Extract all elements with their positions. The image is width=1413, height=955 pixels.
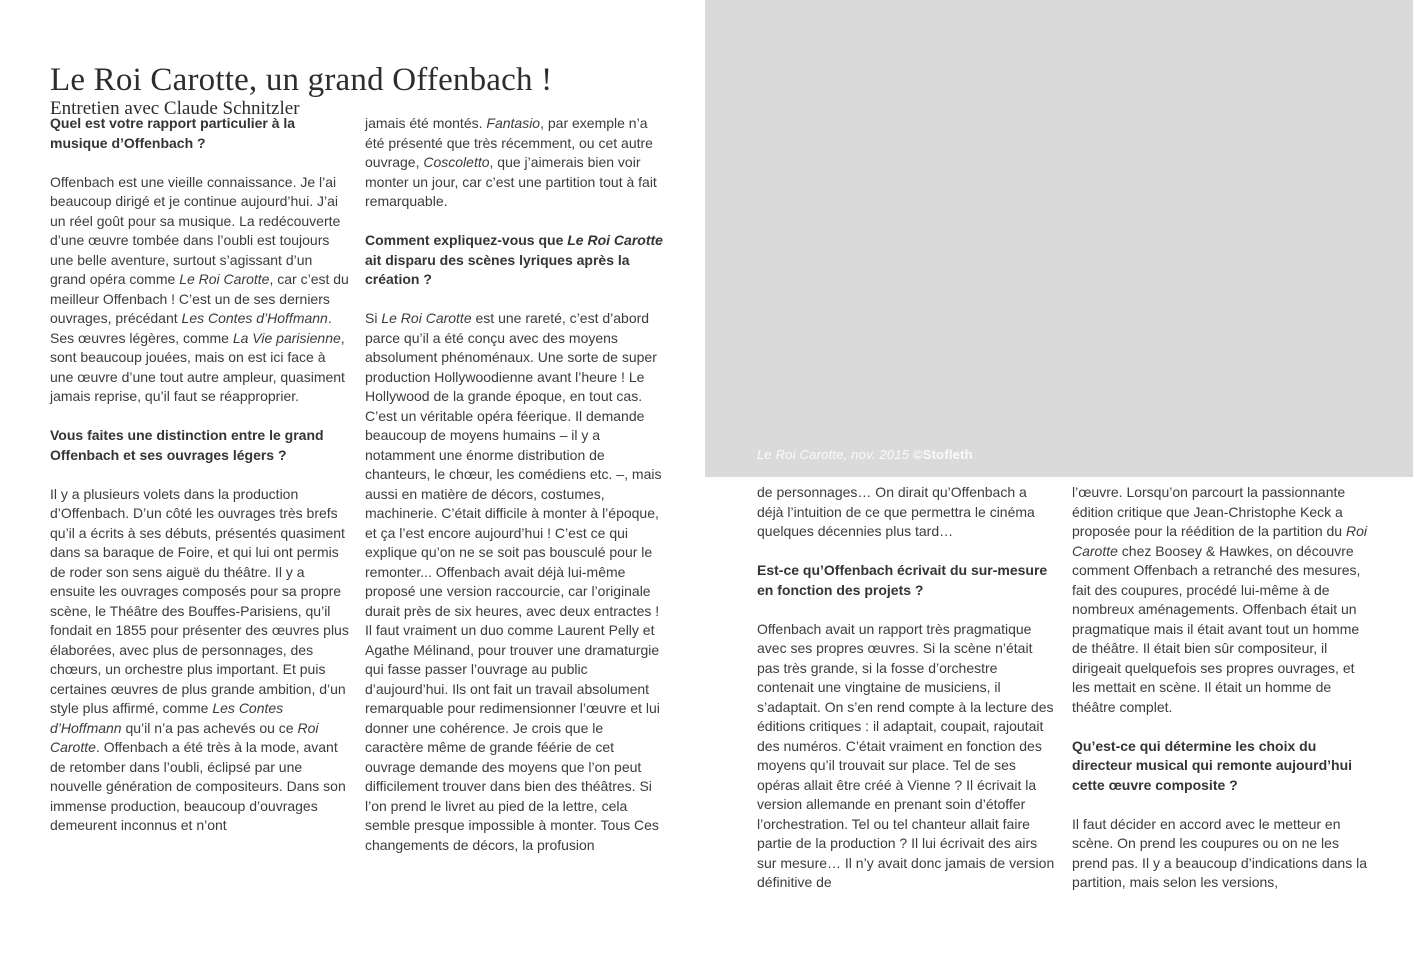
interview-answer: Il y a plusieurs volets dans la production d’Offenbach. D’un côté les ouvrages très brefs qu’il a écrits à ses débuts, présentés quasiment dans sa baraque de Foire, et qui lui ont permis de roder son sens aiguë du théâtre. Il y a ensuite les ouvrages composés pour sa propre scène, le Théâtre des Bouffes-Parisiens, qu’il fondait en 1855 pour présenter des œuvres plus élaborées, avec plus de personnages, des chœurs, un orchestre plus important. Et puis certaines œuvres de plus grande ambition, d’un style plus affirmé, comme Les Contes d’Hoffmann qu’il n’a pas achevés ou ce Roi Carotte. Offenbach a été très à la mode, avant de retomber dans l’oubli, éclipsé par une nouvelle génération de compositeurs. Dans son immense production, beaucoup d’ouvrages demeurent inconnus et n’ont [50,485,349,833]
interview-answer: de personnages… On dirait qu’Offenbach a déjà l’intuition de ce que permettra le cinéma quelques décennies plus tard… [757,484,1035,539]
interview-answer: l’œuvre. Lorsqu’on parcourt la passionnante édition critique que Jean-Christophe Keck a proposée pour la réédition de la partition du Roi Carotte chez Boosey & Hawkes, on découvre comment Offenbach a retranché des mesures, fait des coupures, procédé lui-même à de nombreux aménagements. Offenbach était un pragmatique mais il était avant tout un homme de théâtre. Il était bien sûr compositeur, il dirigeait quelquefois ses propres ouvrages, et les mettait en scène. Il était un homme de théâtre complet. [1072,484,1367,715]
interview-question: Qu’est-ce qui détermine les choix du directeur musical qui remonte aujourd’hui cette œuvre composite ? [1072,737,1353,793]
photo-caption: Le Roi Carotte, nov. 2015 ©Stofleth [757,447,973,462]
interview-question: Comment expliquez-vous que Le Roi Carotte ait disparu des scènes lyriques après la création ? [365,232,663,287]
interview-answer: Il faut décider en accord avec le metteur en scène. On prend les coupures ou on ne les prend pas. Il y a beaucoup d’indications dans la partition, mais selon les versions, [1072,815,1367,890]
text-column-4 [1072,483,1372,912]
interview-answer: Offenbach avait un rapport très pragmatique avec ses propres œuvres. Si la scène n’était pas très grande, si la fosse d’orchestre contenait une vingtaine de musiciens, il s’adaptait. On s’en rend compte à la lecture des éditions critiques : il adaptait, coupait, rajoutait des numéros. C’était vraiment en fonction des moyens qu’il trouvait sur place. Tel de ses opéras allait être créé à Vienne ? Il écrivait la version allemande en prenant soin d’étoffer l’orchestration. Tel ou tel chanteur allait faire partie de la production ? Il lui écrivait des airs sur mesure… Il n’y avait donc jamais de version définitive de [757,620,1055,890]
text-column-3 [757,483,1057,912]
interview-question: Quel est votre rapport particulier à la musique d’Offenbach ? [50,115,296,151]
production-photo-placeholder [705,0,1413,477]
text-column-1 [50,114,350,855]
interview-answer: Offenbach est une vieille connaissance. Je l’ai beaucoup dirigé et je continue aujourd’hui. J’ai un réel goût pour sa musique. La redécouverte d’une œuvre tombée dans l’oubli est toujours une belle aventure, surtout s’agissant d’un grand opéra comme Le Roi Carotte, car c’est du meilleur Offenbach ! C’est un de ses derniers ouvrages, précédant Les Contes d’Hoffmann. Ses œuvres légères, comme La Vie parisienne, sont beaucoup jouées, mais on est ici face à une œuvre d’une tout autre ampleur, quasiment jamais reprise, qu’il faut se réapproprier. [50,173,349,404]
interview-answer: Si Le Roi Carotte est une rareté, c’est d’abord parce qu’il a été conçu avec des moyens absolument phénoménaux. Une sorte de super production Hollywoodienne avant l’heure ! Le Hollywood de la grande époque, en tout cas. C’est un véritable opéra féerique. Il demande beaucoup de moyens humains – il y a notamment une énorme distribution de chanteurs, le chœur, les comédiens etc. –, mais aussi en matière de décors, costumes, machinerie. C’était difficile à monter à l’époque, et ça l’est encore aujourd’hui ! C’est ce qui explique qu’on ne se soit pas bousculé pour le remonter... Offenbach avait déjà lui-même proposé une version raccourcie, car l’originale durait près de six heures, avec deux entractes ! Il faut vraiment un duo comme Laurent Pelly et Agathe Mélinand, pour trouver une dramaturgie qui fasse passer l’ouvrage au public d’aujourd’hui. Ils ont fait un travail absolument remarquable pour redimensionner l’œuvre et lui donner une cohérence. Je crois que le caractère même de grande féérie de cet ouvrage demande des moyens que l’on peut difficilement trouver dans bien des théâtres. Si l’on prend le livret au pied de la lettre, cela semble presque impossible à monter. Tous Ces changements de décors, la profusion [365,310,662,853]
text-column-2 [365,114,665,875]
article-title: Le Roi Carotte, un grand Offenbach ! [50,62,553,99]
interview-answer: jamais été montés. Fantasio, par exemple n’a été présenté que très récemment, ou cet autre ouvrage, Coscoletto, que j’aimerais bien voir monter un jour, car c’est une partition tout à fait remarquable. [365,115,657,209]
interview-question: Vous faites une distinction entre le grand Offenbach et ses ouvrages légers ? [50,427,324,463]
interview-question: Est-ce qu’Offenbach écrivait du sur-mesure en fonction des projets ? [757,562,1048,598]
article-subtitle: Entretien avec Claude Schnitzler [50,97,300,119]
